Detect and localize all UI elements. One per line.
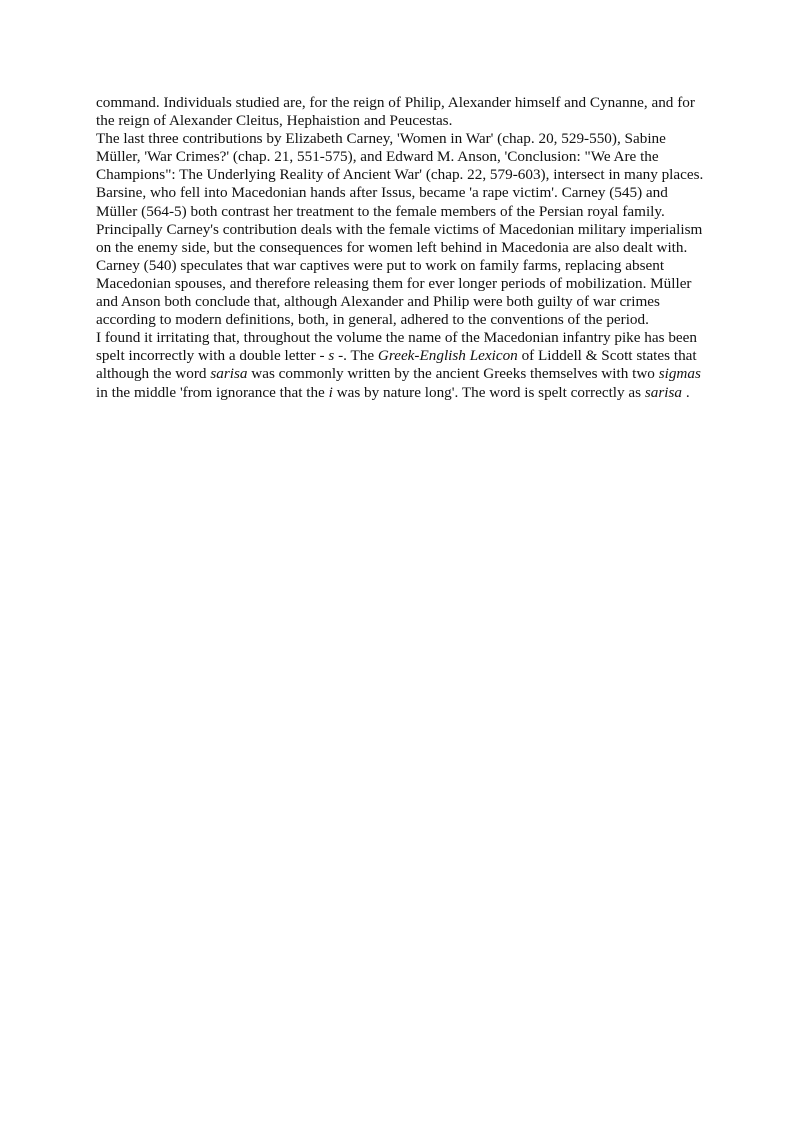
text-segment: was by nature long'. The word is spelt correctly as [332, 383, 645, 401]
italic-title-lexicon: Greek-English Lexicon [377, 347, 518, 365]
paragraph-sarisa-spelling [96, 329, 711, 401]
italic-term-sarisa: sarisa [644, 383, 683, 401]
paragraph-individuals-studied [96, 94, 711, 130]
italic-segment: s [328, 347, 335, 365]
text-segment: of Liddell & Scott states that although the word [96, 347, 697, 383]
document-body [96, 94, 711, 402]
italic-letter-i: i [328, 383, 333, 401]
italic-term-sarisa: sarisa [210, 365, 248, 383]
text-segment: was commonly written by the ancient Greeks themselves with two [247, 365, 659, 383]
text-segment: I found it irritating that, throughout the volume the name of the Macedonian infantry pike has been spelt incorrectly with a double letter - [96, 329, 698, 365]
text-segment: . [682, 383, 690, 401]
italic-term-sigmas: sigmas [658, 365, 701, 383]
text-segment: -. The [334, 347, 378, 365]
text-segment: command. Individuals studied are, for the reign of Philip, Alexander himself and Cynanne, and for the reign of Alexander Cleitus, Hephaistion and Peucestas. [96, 94, 695, 130]
text-segment: in the middle 'from ignorance that the [96, 383, 329, 401]
text-segment: The last three contributions by Elizabeth Carney, 'Women in War' (chap. 20, 529-550), Sabine Müller, 'War Crimes?' (chap. 21, 551-575), and Edward M. Anson, 'Conclusion: "We Are the Champions": The Underlying Reality of Ancient War' (chap. 22, 579-603), intersect in many places. Barsine, who fell into Macedonian hands after Issus, became 'a rape victim'. Carney (545) and Müller (564-5) both contrast her treatment to the female members of the Persian royal family. Principally Carney's contribution deals with the female victims of Macedonian military imperialism on the enemy side, but the consequences for women left behind in Macedonia are also dealt with. Carney (540) speculates that war captives were put to work on family farms, replacing absent Macedonian spouses, and therefore releasing them for ever longer periods of mobilization. Müller and Anson both conclude that, although Alexander and Philip were both guilty of war crimes according to modern definitions, both, in general, adhered to the conventions of the period. [96, 130, 704, 329]
paragraph-last-contributions [96, 130, 711, 329]
